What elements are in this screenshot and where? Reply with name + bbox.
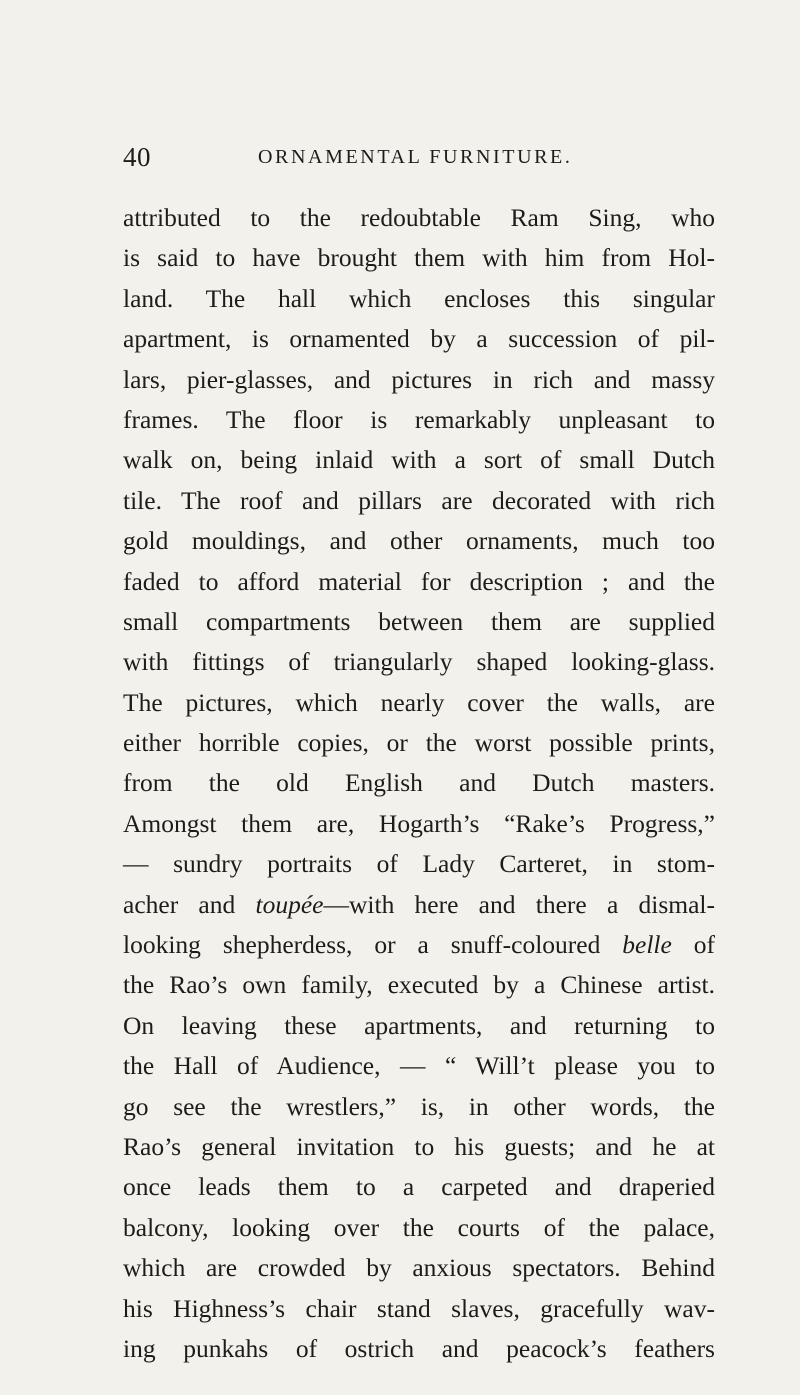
- text-segment: of: [671, 930, 715, 960]
- text-line: small compartments between them are supplied: [123, 606, 715, 636]
- text-line: gold mouldings, and other ornaments, much too: [123, 526, 715, 556]
- text-line: tile. The roof and pillars are decorated with rich: [123, 485, 715, 515]
- text-line: walk on, being inlaid with a sort of small Dutch: [123, 445, 715, 475]
- text-line: ing punkahs of ostrich and peacock’s feathers: [123, 1333, 715, 1363]
- text-line: his Highness’s chair stand slaves, gracefully wav-: [123, 1293, 715, 1323]
- text-line: Rao’s general invitation to his guests; and he at: [123, 1131, 715, 1161]
- text-line: with fittings of triangularly shaped looking-glass.: [123, 647, 715, 677]
- text-segment: —with here and there a dismal-: [323, 889, 715, 919]
- text-line: apartment, is ornamented by a succession of pil-: [123, 324, 715, 354]
- text-line: which are crowded by anxious spectators. Behind: [123, 1253, 715, 1283]
- page-header: [123, 142, 713, 182]
- text-line: — sundry portraits of Lady Carteret, in stom-: [123, 849, 715, 879]
- text-line-mixed: [123, 885, 715, 925]
- text-line: from the old English and Dutch masters.: [123, 768, 715, 798]
- italic-word: toupée: [255, 889, 324, 919]
- text-segment: acher and: [123, 889, 256, 919]
- text-line: the Rao’s own family, executed by a Chinese artist.: [123, 970, 715, 1000]
- body-text: [123, 198, 715, 1369]
- text-line-mixed: [123, 925, 715, 965]
- text-line: On leaving these apartments, and returning to: [123, 1010, 715, 1040]
- text-line: either horrible copies, or the worst possible prints,: [123, 728, 715, 758]
- text-line: balcony, looking over the courts of the palace,: [123, 1212, 715, 1242]
- italic-word: belle: [622, 930, 672, 960]
- text-line: The pictures, which nearly cover the walls, are: [123, 687, 715, 717]
- text-line: attributed to the redoubtable Ram Sing, who: [123, 203, 715, 232]
- text-line: frames. The floor is remarkably unpleasant to: [123, 404, 715, 434]
- text-line: lars, pier-glasses, and pictures in rich and massy: [123, 364, 715, 394]
- text-line: faded to afford material for description ; and the: [123, 566, 715, 596]
- running-head: ORNAMENTAL FURNITURE.: [258, 146, 573, 168]
- text-line: the Hall of Audience, — “ Will’t please you to: [123, 1051, 715, 1081]
- text-segment: looking shepherdess, or a snuff-coloured: [123, 930, 623, 960]
- text-line: Amongst them are, Hogarth’s “Rake’s Progress,”: [123, 808, 715, 838]
- text-line: land. The hall which encloses this singular: [123, 283, 715, 313]
- text-line: once leads them to a carpeted and draperied: [123, 1172, 715, 1202]
- text-line: go see the wrestlers,” is, in other words, the: [123, 1091, 715, 1121]
- text-line: is said to have brought them with him from Hol-: [123, 243, 715, 273]
- page-number: 40: [123, 142, 151, 172]
